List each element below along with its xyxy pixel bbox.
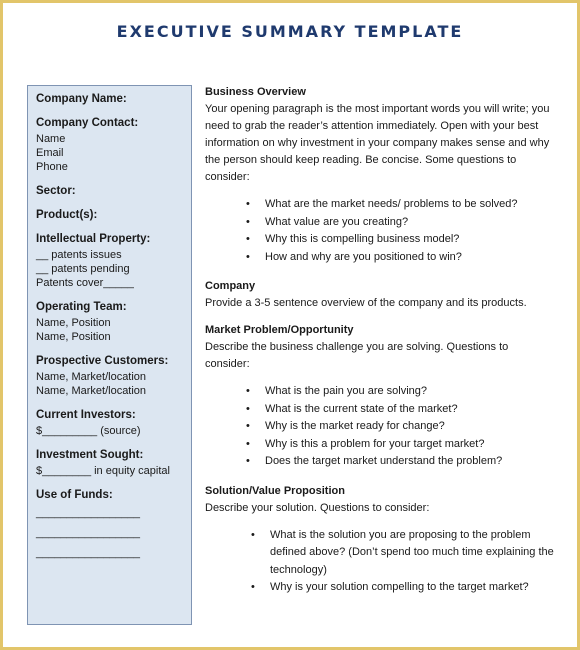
company-heading: Company [205,280,256,292]
ip-patents-issued: __ patents issues [36,249,122,261]
bullet-text: What are the market needs/ problems to be solved? [265,198,518,210]
company-section [205,278,555,312]
list-item [246,249,555,267]
team-member: Name, Position [36,331,111,343]
bullet-text: Why is your solution compelling to the target market? [270,581,529,593]
bullet-text: Why this is compelling business model? [265,233,460,245]
current-investors-block [36,408,191,438]
prospective-customers-block [36,354,191,398]
current-investors-label: Current Investors: [36,409,136,421]
business-overview-text: Your opening paragraph is the most important words you will write; you need to grab the reader’s attention immediately. Open with your best information on why investment in your company makes sense and why the person should keep reading. Be concise. Some questions to consider: [205,103,550,183]
list-item [246,231,555,249]
market-bullets [246,383,555,471]
bullet-icon: • [246,250,250,263]
business-overview-heading: Business Overview [205,86,306,98]
use-of-funds-label: Use of Funds: [36,489,113,501]
market-section [205,322,555,471]
bullet-text: How and why are you positioned to win? [265,250,462,263]
prospective-customers-label: Prospective Customers: [36,355,169,367]
solution-bullets [251,527,555,597]
bullet-text: What is the current state of the market? [265,402,458,415]
solution-heading: Solution/Value Proposition [205,484,345,497]
fund-line: _________________ [36,507,141,519]
bullet-icon: • [246,215,250,228]
bullet-icon: • [251,528,255,541]
products-block [36,208,191,222]
company-name-label: Company Name: [36,93,127,105]
bullet-text: What value are you creating? [265,215,409,228]
products-label: Product(s): [36,209,98,221]
operating-team-block [36,300,191,344]
company-name-block [36,92,191,106]
bullet-icon: • [246,385,250,397]
list-item [246,214,555,232]
market-heading: Market Problem/Opportunity [205,324,354,336]
list-item [246,401,555,419]
solution-text: Describe your solution. Questions to consider: [205,501,430,514]
company-contact-block [36,116,191,174]
use-of-funds-block [36,488,191,560]
business-overview-bullets [246,196,555,266]
business-overview-section [205,84,555,266]
list-item [246,383,555,401]
list-item [246,196,555,214]
bullet-icon: • [246,198,250,210]
main-content [205,84,555,609]
investment-sought-label: Investment Sought: [36,449,144,461]
operating-team-label: Operating Team: [36,301,127,313]
ip-label: Intellectual Property: [36,233,151,245]
bullet-text: What is the solution you are proposing to the problem defined above? (Don’t spend too much time explaining the technology) [270,528,554,576]
contact-email: Email [36,147,64,159]
summary-sidebar [27,85,192,625]
fund-line: _________________ [36,527,141,539]
list-item [246,418,555,436]
list-item [246,453,555,471]
company-contact-label: Company Contact: [36,117,139,129]
sector-label: Sector: [36,185,76,197]
investment-sought-block [36,448,191,478]
ip-patents-pending: __ patents pending [36,263,130,275]
bullet-icon: • [246,437,250,450]
investors-line: $_________ (source) [36,425,141,437]
bullet-icon: • [251,581,255,593]
bullet-text: What is the pain you are solving? [265,385,428,397]
team-member: Name, Position [36,317,111,329]
contact-name: Name [36,133,66,145]
bullet-text: Why is this a problem for your target market? [265,437,485,450]
fund-line: _________________ [36,547,141,559]
prospect-line: Name, Market/location [36,371,147,383]
solution-section [205,483,555,597]
list-item [246,436,555,454]
page-title: EXECUTIVE SUMMARY TEMPLATE [116,22,464,41]
bullet-icon: • [246,402,250,415]
investment-line: $________ in equity capital [36,465,170,477]
ip-patents-cover: Patents cover_____ [36,277,134,289]
bullet-text: Why is the market ready for change? [265,420,445,432]
ip-block [36,232,191,290]
contact-phone: Phone [36,161,68,173]
prospect-line: Name, Market/location [36,385,147,397]
bullet-icon: • [246,420,250,432]
bullet-icon: • [246,233,250,245]
list-item [251,527,555,580]
sector-block [36,184,191,198]
company-text: Provide a 3-5 sentence overview of the company and its products. [205,297,527,309]
market-text: Describe the business challenge you are solving. Questions to consider: [205,341,509,370]
bullet-icon: • [246,455,250,467]
list-item [251,579,555,597]
bullet-text: Does the target market understand the problem? [265,455,503,467]
